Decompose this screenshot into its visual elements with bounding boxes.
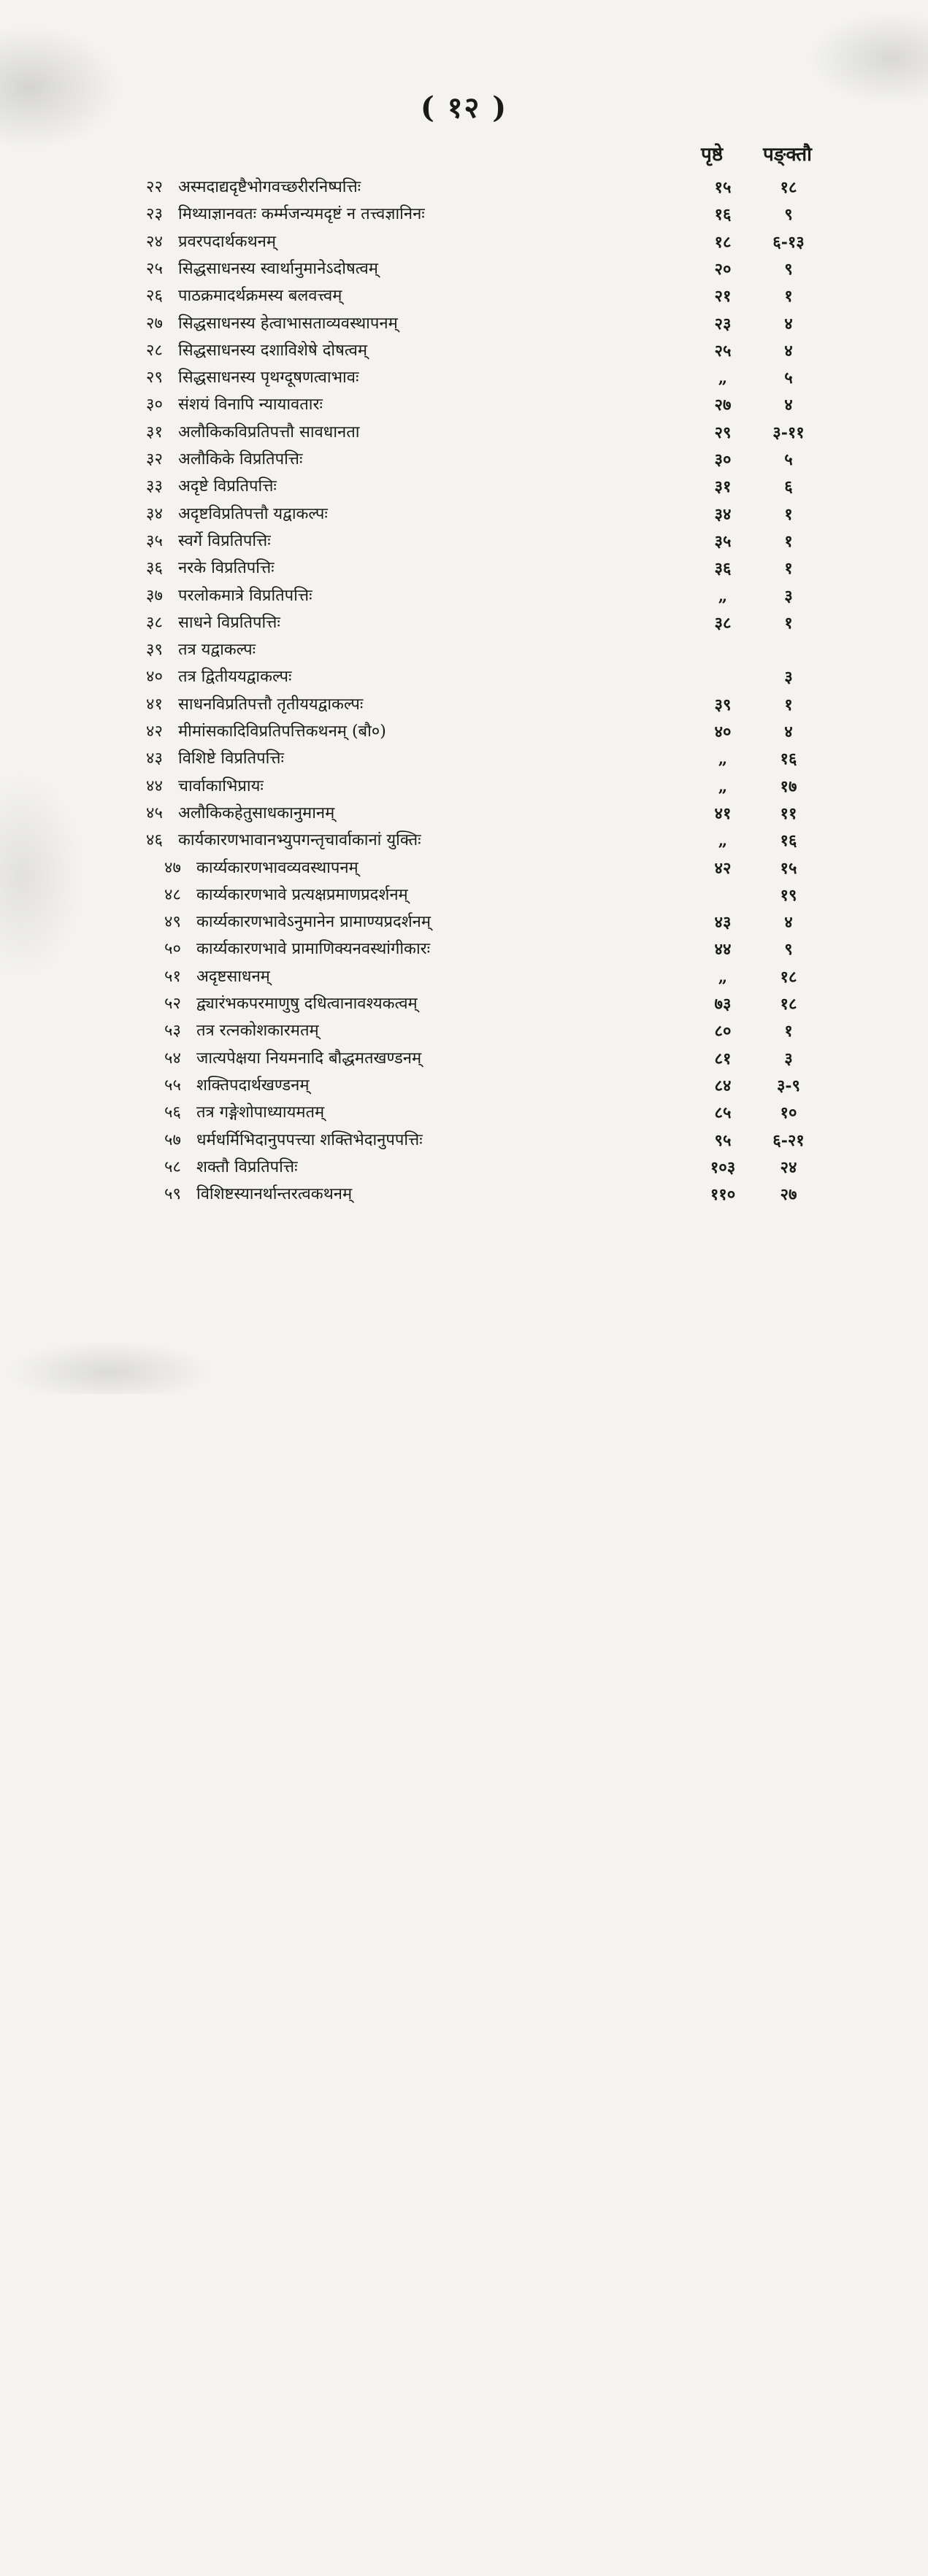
entry-page: ४३ [714,913,732,933]
entry-title: अदृष्टविप्रतिपत्तौ यद्वाकल्पः [178,504,328,523]
entry-title: अलौकिकविप्रतिपत्तौ सावधानता [178,423,360,441]
toc-entry [146,393,840,417]
entry-title: विशिष्टे विप्रतिपत्तिः [178,749,284,768]
entry-title: सिद्धसाधनस्य दशाविशेषे दोषत्वम् [178,341,368,360]
entry-line: १६ [780,749,797,769]
entry-title: द्व्यारंभकपरमाणुषु दधित्वानावश्यकत्वम् [196,995,418,1013]
entry-page: ८० [714,1022,732,1041]
toc-entry [164,1073,840,1098]
entry-number: २३ [146,205,163,224]
entry-line: ५ [784,369,793,388]
entry-number: ४७ [164,858,181,877]
entry-line: १ [784,695,793,714]
entry-number: २८ [146,341,163,360]
entry-line: ४ [784,314,793,333]
toc-entry [146,529,840,554]
toc-entry [164,937,840,962]
entry-title: पाठक्रमादर्थक्रमस्य बलवत्त्वम् [178,287,342,306]
toc-entry [164,1046,840,1071]
entry-line: ११ [780,803,797,823]
toc-entry [164,883,840,908]
entry-title: कार्य्यकारणभावे प्रत्यक्षप्रमाणप्रदर्शनम् [196,885,408,904]
toc-entry [146,447,840,472]
entry-title: कार्यकारणभावानभ्युपगन्तृचार्वाकानां युक्तिः [178,831,421,850]
entry-line: ६-२१ [772,1130,805,1150]
entry-line: १८ [780,967,797,987]
entry-line: १७ [780,776,797,796]
line-column-header: पङ्क्तौ [763,144,812,166]
toc-entry [146,284,840,309]
entry-number: ३६ [146,559,163,578]
toc-entry [146,502,840,527]
entry-line: ४ [784,722,793,741]
entry-title: अदृष्टसाधनम् [196,967,270,986]
entry-page: ३० [714,450,732,469]
entry-page: ८१ [714,1049,732,1068]
toc-entry [146,665,840,690]
entry-line: ६ [784,477,793,497]
entry-line: ९ [784,205,793,225]
entry-title: तत्र द्वितीययद्वाकल्पः [178,668,292,687]
toc-entry [146,693,840,717]
entry-line: १ [784,613,793,633]
toc-entry [146,230,840,255]
entry-line: १५ [780,858,797,878]
entry-title: परलोकमात्रे विप्रतिपत्तिः [178,586,312,605]
entry-page: ४४ [714,940,732,960]
entry-number: ३५ [146,531,163,550]
entry-line: ३ [784,586,793,606]
entry-number: ४१ [146,695,163,714]
entry-page: २० [714,259,732,279]
entry-page: ३४ [714,504,732,524]
toc-entry [164,1155,840,1180]
entry-title: विशिष्टस्यानर्थान्तरत्वकथनम् [196,1185,353,1204]
entry-title: प्रवरपदार्थकथनम् [178,232,277,251]
entry-number: ५१ [164,967,181,986]
entry-title: मिथ्याज्ञानवतः कर्म्मजन्यमदृष्टं न तत्त्वज्ञानिनः [178,205,425,224]
entry-number: ५२ [164,995,181,1013]
toc-entry [146,312,840,336]
toc-entry [164,910,840,935]
entry-page: ३६ [714,559,732,579]
entry-page: १८ [714,232,732,252]
entry-line: १ [784,287,793,306]
entry-number: ३३ [146,477,163,496]
entry-number: ५० [164,940,181,959]
entry-line: ४ [784,396,793,415]
entry-line: १ [784,531,793,551]
entry-line: १९ [780,885,797,905]
toc-entry [164,1128,840,1153]
entry-number: २५ [146,259,163,278]
entry-line: १८ [780,995,797,1014]
toc-entry [164,1100,840,1125]
entry-line: २७ [780,1185,797,1205]
entry-title: तत्र गङ्गेशोपाध्यायमतम् [196,1103,325,1122]
entry-title: अलौकिके विप्रतिपत्तिः [178,450,303,468]
entry-number: २४ [146,232,163,251]
toc-entry [146,828,840,853]
entry-page: ४२ [714,858,732,878]
column-headers [657,140,847,169]
entry-page: „ [718,967,728,987]
entry-number: ४६ [146,831,163,850]
toc-entry [146,366,840,390]
entry-line: २४ [780,1157,797,1177]
entry-title: तत्र रत्नकोशकारमतम् [196,1022,319,1041]
entry-page: „ [718,369,728,388]
entry-title: मीमांसकादिविप्रतिपत्तिकथनम् (बौ०) [178,722,386,741]
toc-entry [146,420,840,445]
entry-number: ५८ [164,1157,181,1176]
toc-entry [164,992,840,1017]
entry-line: १ [784,559,793,579]
entry-page: १६ [714,205,732,225]
entry-page: २३ [714,314,732,333]
entry-number: ३७ [146,586,163,605]
entry-title: कार्य्यकारणभावे प्रामाणिक्यनवस्थांगीकारः [196,940,431,959]
entry-line: ४ [784,341,793,360]
entry-number: ५७ [164,1130,181,1149]
entry-number: २६ [146,287,163,306]
entry-line: ९ [784,259,793,279]
entry-number: ५४ [164,1049,181,1068]
entry-line: ९ [784,940,793,960]
entry-line: ४ [784,913,793,933]
entry-number: ४० [146,668,163,687]
entry-page: २५ [714,341,732,360]
entry-line: १० [780,1103,797,1123]
toc-entry [164,965,840,990]
entry-number: ३२ [146,450,163,468]
toc-entry [146,175,840,200]
entry-number: ३० [146,396,163,414]
toc-entry [146,584,840,609]
entry-page: ४१ [714,803,732,823]
entry-number: ४४ [146,776,163,795]
entry-title: अदृष्टे विप्रतिपत्तिः [178,477,277,496]
toc-entry [146,556,840,581]
toc-entry [146,474,840,499]
entry-page: १०३ [710,1157,736,1177]
toc-entry [164,856,840,881]
entry-line: ३-९ [776,1076,800,1095]
entry-title: शक्तौ विप्रतिपत्तिः [196,1157,298,1176]
entry-page: २९ [714,423,732,442]
entry-number: २२ [146,178,163,196]
entry-page: „ [718,831,728,851]
entry-title: धर्मधर्मिभिदानुपपत्त्या शक्तिभेदानुपपत्तिः [196,1130,423,1149]
entry-line: १६ [780,831,797,851]
entry-title: सिद्धसाधनस्य हेत्वाभासताव्यवस्थापनम् [178,314,398,333]
entry-line: १ [784,1022,793,1041]
entry-number: ५६ [164,1103,181,1122]
toc-entry [146,720,840,744]
entry-number: ५३ [164,1022,181,1041]
entry-title: कार्य्यकारणभावव्यवस्थापनम् [196,858,358,877]
entry-line: १८ [780,178,797,197]
entry-number: ३१ [146,423,163,441]
entry-title: नरके विप्रतिपत्तिः [178,559,275,578]
entry-title: सिद्धसाधनस्य पृथग्दूषणत्वाभावः [178,369,359,387]
entry-page: ३८ [714,613,732,633]
entry-title: साधने विप्रतिपत्तिः [178,613,280,632]
entry-page: ३९ [714,695,732,714]
entry-line: ३ [784,1049,793,1068]
entry-number: ४३ [146,749,163,768]
toc-entry [164,1019,840,1044]
toc-entry [146,202,840,227]
entry-number: २९ [146,369,163,387]
entry-line: ५ [784,450,793,469]
page-number: ( १२ ) [420,90,508,125]
entry-number: ४८ [164,885,181,904]
page-column-header: पृष्ठे [701,144,724,166]
entry-title: साधनविप्रतिपत्तौ तृतीययद्वाकल्पः [178,695,364,714]
entry-page: १५ [714,178,732,197]
entry-page: ९५ [714,1130,732,1150]
entry-title: तत्र यद्वाकल्पः [178,641,256,660]
entry-number: २७ [146,314,163,333]
entry-number: ३८ [146,613,163,632]
entry-line: ३ [784,668,793,687]
entry-number: ४५ [146,803,163,822]
entry-page: „ [718,776,728,796]
entry-title: शक्तिपदार्थखण्डनम् [196,1076,310,1095]
entry-number: ३९ [146,641,163,660]
entry-page: २७ [714,396,732,415]
entry-page: ४० [714,722,732,741]
entry-title: सिद्धसाधनस्य स्वार्थानुमानेऽदोषत्वम् [178,259,378,278]
entry-title: स्वर्गे विप्रतिपत्तिः [178,531,271,550]
toc-entry [146,801,840,826]
entry-line: ६-१३ [772,232,805,252]
toc-entry [146,774,840,799]
entry-number: ३४ [146,504,163,523]
toc-entry [146,257,840,282]
entry-title: कार्य्यकारणभावेऽनुमानेन प्रामाण्यप्रदर्शनम् [196,913,432,932]
entry-page: २१ [714,287,732,306]
toc-entry [146,747,840,771]
entry-page: „ [718,586,728,606]
entry-page: ३१ [714,477,732,497]
entry-number: ५५ [164,1076,181,1095]
entry-page: ८५ [714,1103,732,1123]
entry-number: ४२ [146,722,163,741]
entry-line: ३-११ [772,423,805,442]
entry-title: अलौकिकहेतुसाधकानुमानम् [178,803,335,822]
entry-title: अस्मदाद्यदृष्टैभोगवच्छरीरनिष्पत्तिः [178,178,361,196]
toc-entry [146,638,840,663]
entry-page: ८४ [714,1076,732,1095]
entry-title: जात्यपेक्षया नियमनादि बौद्धमतखण्डनम् [196,1049,422,1068]
entry-title: चार्वाकाभिप्रायः [178,776,264,795]
entry-page: ७३ [714,995,732,1014]
toc-entry [164,1182,840,1207]
entry-number: ५९ [164,1185,181,1204]
entry-page: ३५ [714,531,732,551]
entry-page: ११० [710,1185,736,1205]
toc-entry [146,611,840,636]
toc-entry [146,339,840,363]
entry-title: संशयं विनापि न्यायावतारः [178,396,323,414]
entry-number: ४९ [164,913,181,932]
entry-page: „ [718,749,728,769]
entry-line: १ [784,504,793,524]
